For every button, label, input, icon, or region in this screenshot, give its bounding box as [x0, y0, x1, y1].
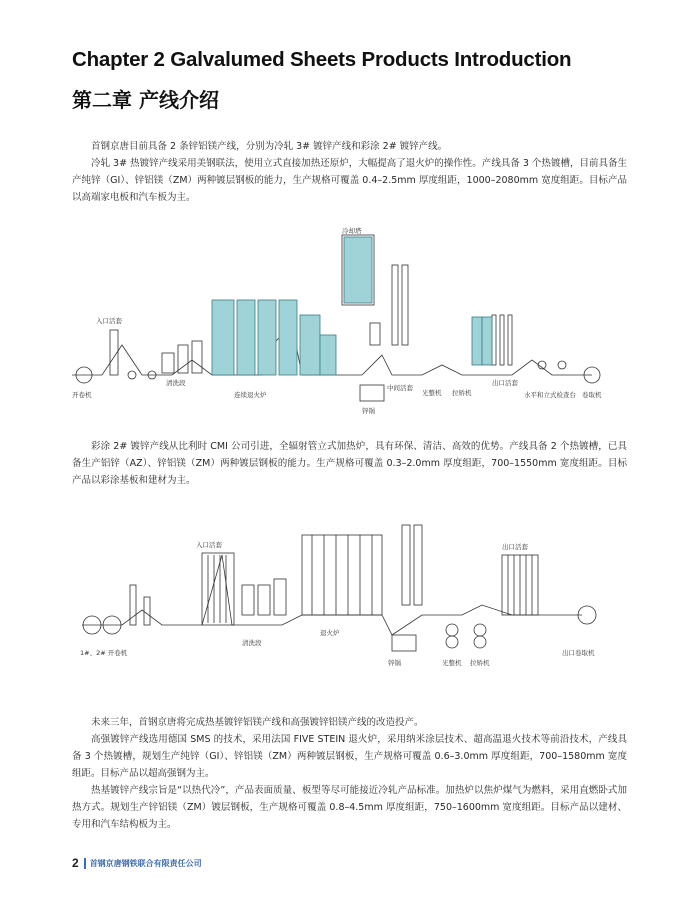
- label-cleaning-1: 清洗段: [166, 379, 186, 387]
- company-name: 首钢京唐钢铁联合有限责任公司: [89, 858, 202, 868]
- label-inspection-1: 水平和立式检查台: [524, 391, 576, 399]
- label-mid-looper-1: 中间活套: [387, 384, 413, 392]
- label-skin-pass-2: 光整机: [442, 659, 462, 667]
- label-cooling-tower-1: 冷却塔: [342, 227, 362, 235]
- label-zinc-pot-2: 锌锅: [388, 659, 401, 667]
- line-2-process-diagram: [62, 515, 622, 690]
- label-coiler-1: 卷取机: [582, 391, 602, 399]
- chapter-title-en: Chapter 2 Galvalumed Sheets Products Introduction: [72, 48, 572, 71]
- label-level-2: 拉矫机: [470, 659, 490, 667]
- label-entry-looper-2: 入口活套: [196, 541, 222, 549]
- line-2-section: [72, 438, 627, 489]
- label-entry-looper-1: 入口活套: [96, 317, 122, 325]
- label-skin-pass-1: 光整机: [422, 389, 442, 397]
- label-anneal-2: 退火炉: [320, 629, 340, 637]
- label-coiler-2: 出口卷取机: [562, 649, 595, 657]
- future-paragraph-3: 热基镀锌产线宗旨是“以热代冷”，产品表面质量、板型等尽可能接近冷轧产品标准。加热炉以焦炉煤气为燃料，采用直燃卧式加热方式。规划生产锌铝镁（ZM）镀层钢板，生产规格可覆盖 0.8–4.5mm 厚度组距，750–1600mm 宽度组距。目标产品以建材、专用和汽车结构板为主。: [72, 785, 627, 830]
- future-section: [72, 714, 627, 833]
- line-2-paragraph: 彩涂 2# 镀锌产线从比利时 CMI 公司引进，全辐射管立式加热炉，具有环保、清洁、高效的优势。产线具备 2 个热镀槽，已具备生产铝锌（AZ）、锌铝镁（ZM）两种镀层钢板的能力。生产规格可覆盖 0.3–2.0mm 厚度组距，700–1550mm 宽度组距。目标产品以彩涂基板和建材为主。: [72, 441, 627, 486]
- intro-paragraph-1: 首钢京唐目前具备 2 条锌铝镁产线，分别为冷轧 3# 镀锌产线和彩涂 2# 镀锌产线。: [91, 141, 448, 152]
- label-uncoiler-1: 开卷机: [72, 391, 92, 399]
- footer-divider: [84, 858, 86, 869]
- label-tension-level-1: 拉矫机: [452, 389, 472, 397]
- page-footer: [72, 856, 202, 870]
- label-uncoiler-2: 1#、2# 开卷机: [80, 649, 128, 657]
- line-3-process-diagram: [62, 225, 622, 425]
- future-paragraph-1: 未来三年，首钢京唐将完成热基镀锌铝镁产线和高强镀锌铝镁产线的改造投产。: [91, 717, 424, 728]
- label-zinc-pot-1: 锌锅: [362, 407, 375, 415]
- label-furnace-1: 连续退火炉: [234, 391, 267, 399]
- intro-paragraph-2: 冷轧 3# 热镀锌产线采用美钢联法，使用立式直接加热还原炉，大幅提高了退火炉的操作性。产线具备 3 个热镀槽，目前具备生产纯锌（GI）、锌铝镁（ZM）两种镀层钢板的能力，生产规格可覆盖 0.4–2.5mm 厚度组距，1000–2080mm 宽度组距。目标产品以高端家电板和汽车板为主。: [72, 158, 627, 203]
- label-exit-looper-2: 出口活套: [502, 543, 528, 551]
- label-exit-looper-1: 出口活套: [492, 379, 518, 387]
- intro-section: [72, 138, 627, 206]
- label-cleaning-2: 清洗段: [242, 639, 262, 647]
- page-number: 2: [72, 856, 79, 870]
- future-paragraph-2: 高强镀锌产线选用德国 SMS 的技术，采用法国 FIVE STEIN 退火炉，采用纳米涂层技术、超高温退火技术等前沿技术，产线具备 3 个热镀槽，规划生产纯锌（GI）、锌铝镁（ZM）两种镀层钢板，生产规格可覆盖 0.6–3.0mm 厚度组距，700–1580mm 宽度组距。目标产品以超高强钢为主。: [72, 734, 627, 779]
- chapter-title-cn: 第二章 产线介绍: [72, 88, 219, 112]
